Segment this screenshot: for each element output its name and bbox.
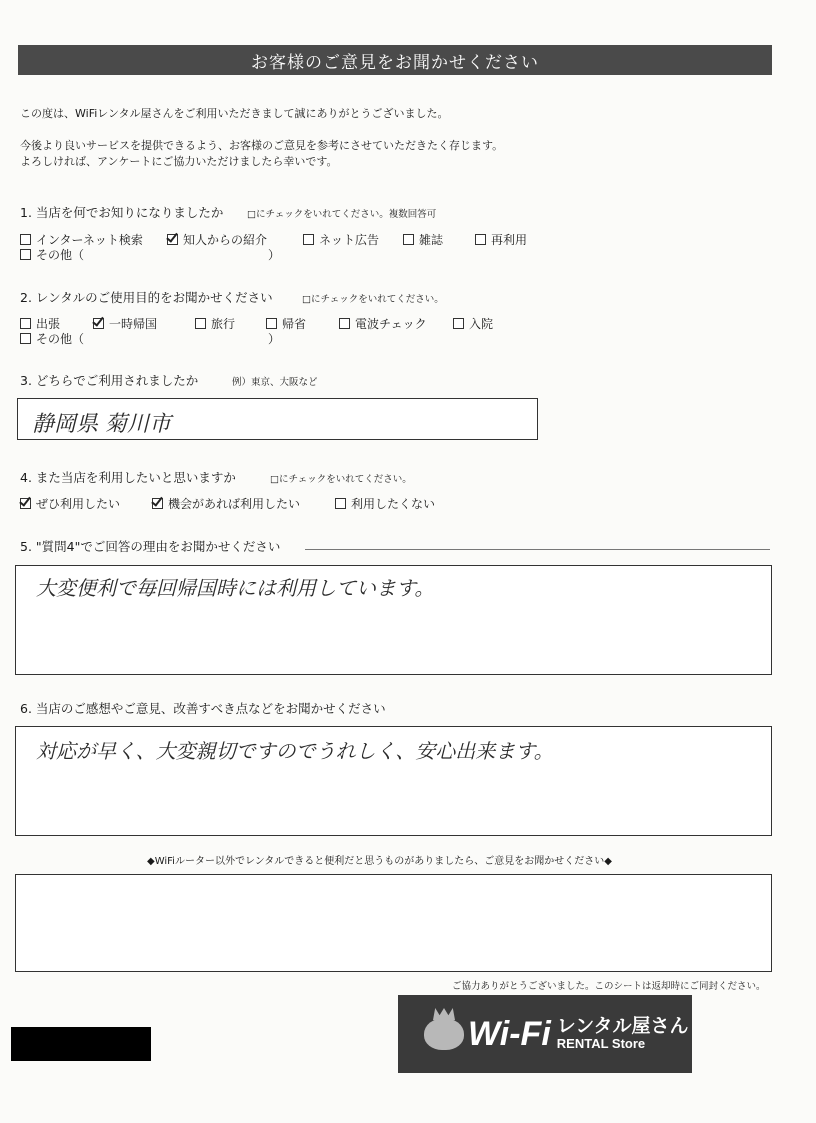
q1-option-other[interactable]: その他（ — [20, 246, 84, 263]
logo-en-text: RENTAL Store — [556, 1036, 646, 1052]
q2-other-close: ） — [268, 332, 281, 346]
q5-answer-text: 大変便利で毎回帰国時には利用しています。 — [36, 576, 435, 600]
question-1-label: 1. 当店を何でお知りになりましたか — [20, 205, 224, 220]
q1-option-web-ad[interactable]: ネット広告 — [303, 231, 379, 248]
q2-option-homecoming[interactable]: 帰省 — [266, 315, 306, 332]
q4-option-if-chance[interactable]: 機会があれば利用したい — [152, 495, 300, 512]
intro-line-3: よろしければ、アンケートにご協力いただけましたら幸いです。 — [20, 155, 338, 168]
crown-mascot-icon — [424, 1018, 464, 1050]
q1-other-close: ） — [268, 248, 281, 262]
checkbox[interactable] — [453, 318, 464, 329]
question-1-note: □にチェックをいれてください。複数回答可 — [247, 209, 437, 220]
checkbox-checked[interactable] — [167, 234, 178, 245]
q5-answer-box[interactable] — [15, 565, 772, 675]
q1-option-referral[interactable]: 知人からの紹介 — [167, 231, 267, 248]
q2-option-signal-check[interactable]: 電波チェック — [339, 315, 427, 332]
checkbox[interactable] — [303, 234, 314, 245]
checkbox[interactable] — [20, 249, 31, 260]
checkbox-checked[interactable] — [93, 318, 104, 329]
thanks-note: ご協力ありがとうございました。このシートは返却時にご同封ください。 — [452, 981, 766, 992]
q2-option-other[interactable]: その他（ — [20, 330, 84, 347]
question-7-label: ◆WiFiルーター以外でレンタルできると便利だと思うものがありましたら、ご意見をお聞かせください◆ — [147, 856, 612, 867]
checkbox[interactable] — [195, 318, 206, 329]
q7-answer-box[interactable] — [15, 874, 772, 972]
page-title: お客様のご意見をお聞かせください — [18, 45, 772, 75]
q3-answer-text: 静岡県 菊川市 — [32, 412, 171, 437]
q1-option-magazine[interactable]: 雑誌 — [403, 231, 443, 248]
divider — [305, 549, 770, 550]
q1-option-internet-search[interactable]: インターネット検索 — [20, 231, 143, 248]
question-4-label: 4. また当店を利用したいと思いますか — [20, 470, 236, 485]
q1-option-reuse[interactable]: 再利用 — [475, 231, 527, 248]
question-2-label: 2. レンタルのご使用目的をお聞かせください — [20, 290, 273, 305]
question-2-note: □にチェックをいれてください。 — [302, 294, 444, 305]
checkbox-checked[interactable] — [20, 498, 31, 509]
intro-line-2: 今後より良いサービスを提供できるよう、お客様のご意見を参考にさせていただきたく存じます。 — [20, 139, 504, 152]
q3-answer-box[interactable] — [17, 398, 538, 440]
checkbox[interactable] — [403, 234, 414, 245]
checkbox[interactable] — [20, 318, 31, 329]
q6-answer-box[interactable] — [15, 726, 772, 836]
q4-option-no[interactable]: 利用したくない — [335, 495, 435, 512]
checkbox[interactable] — [20, 333, 31, 344]
q2-option-business-trip[interactable]: 出張 — [20, 315, 60, 332]
question-3-note: 例）東京、大阪など — [232, 377, 318, 388]
q2-option-travel[interactable]: 旅行 — [195, 315, 235, 332]
checkbox[interactable] — [335, 498, 346, 509]
q4-option-definitely[interactable]: ぜひ利用したい — [20, 495, 120, 512]
brand-logo — [398, 995, 692, 1073]
intro-line-1: この度は、WiFiレンタル屋さんをご利用いただきまして誠にありがとうございました。 — [20, 107, 449, 120]
question-6-label: 6. 当店のご感想やご意見、改善すべき点などをお聞かせください — [20, 701, 386, 716]
checkbox-checked[interactable] — [152, 498, 163, 509]
checkbox[interactable] — [20, 234, 31, 245]
question-4-note: □にチェックをいれてください。 — [270, 474, 412, 485]
checkbox[interactable] — [339, 318, 350, 329]
q2-option-hospital[interactable]: 入院 — [453, 315, 493, 332]
q6-answer-text: 対応が早く、大変親切ですのでうれしく、安心出来ます。 — [36, 739, 554, 763]
redaction-block — [11, 1027, 151, 1061]
logo-jp-text: レンタル屋さん — [556, 1015, 689, 1038]
checkbox[interactable] — [266, 318, 277, 329]
q2-option-temporary-return[interactable]: 一時帰国 — [93, 315, 157, 332]
question-5-label: 5. "質問4"でご回答の理由をお聞かせください — [20, 539, 281, 554]
logo-wifi-text: Wi-Fi — [468, 1014, 551, 1053]
question-3-label: 3. どちらでご利用されましたか — [20, 373, 199, 388]
checkbox[interactable] — [475, 234, 486, 245]
